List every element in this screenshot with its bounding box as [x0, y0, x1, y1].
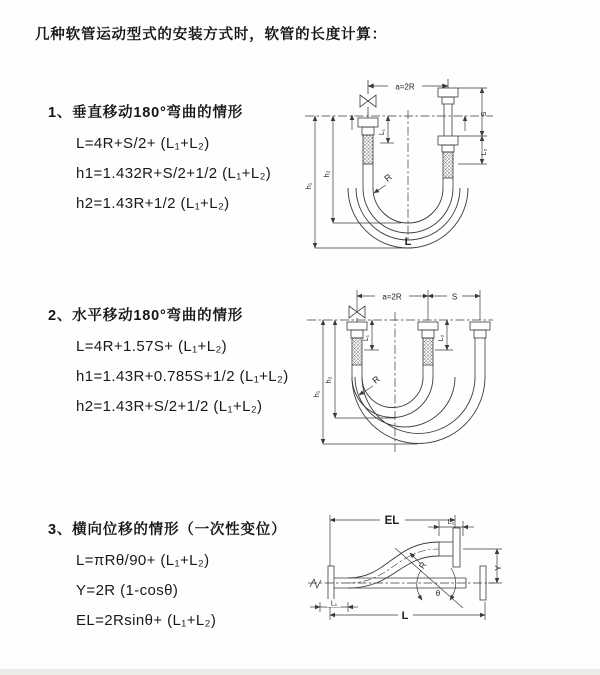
- dim-label-l1: L₁: [363, 334, 370, 342]
- dim-label-y: Y: [493, 565, 503, 571]
- centerline-break-mark: [310, 579, 321, 588]
- dim-label-r: R: [416, 559, 429, 571]
- section-2-formula-h1: h1=1.43R+0.785S+1/2 (L₁+L₂): [76, 368, 289, 385]
- angle-arc: [417, 570, 422, 600]
- section-3-formula-EL: EL=2Rsinθ+ (L₁+L₂): [76, 612, 217, 629]
- dimension-h2: [335, 320, 395, 418]
- diagram-2-svg: [295, 282, 555, 462]
- dim-label-l: L: [404, 236, 412, 248]
- dim-label-h2: h₂: [324, 376, 333, 384]
- dim-label-h1: h₁: [304, 182, 313, 190]
- braid-section: [352, 338, 362, 365]
- dim-label-s: S: [479, 111, 488, 117]
- braid-section: [423, 338, 433, 365]
- diagram-1-svg: [295, 68, 555, 256]
- middle-fitting: [418, 322, 438, 377]
- section-3-heading: 3、横向位移的情形（一次性变位）: [48, 522, 287, 538]
- dimension-h1: [323, 320, 417, 444]
- dim-label-a2r: a=2R: [382, 292, 402, 302]
- dim-label-r: R: [370, 373, 382, 386]
- displaced-fitting: [470, 322, 490, 377]
- diagram-3-svg: [300, 510, 530, 635]
- section-1-formula-h1: h1=1.432R+S/2+1/2 (L₁+L₂): [76, 165, 272, 182]
- section-2-formula-L: L=4R+1.57S+ (L₁+L₂): [76, 338, 228, 355]
- braid-section: [443, 152, 453, 178]
- dim-label-l1: L₁: [330, 600, 338, 608]
- right-fitting: [438, 88, 458, 188]
- dim-label-s: S: [451, 292, 458, 302]
- diagram-horizontal-180-bend: [295, 282, 555, 462]
- dim-label-l: L: [401, 610, 409, 622]
- section-3-formula-Y: Y=2R (1-cosθ): [76, 582, 179, 599]
- radius-leader: [359, 386, 373, 395]
- section-2-formula-h2: h2=1.43R+S/2+1/2 (L₁+L₂): [76, 398, 263, 415]
- diagram-vertical-180-bend: [295, 68, 555, 256]
- dim-label-l1: L₁: [379, 128, 386, 136]
- radius-leader: [374, 185, 386, 193]
- section-lateral-displacement: [48, 518, 286, 636]
- section-horizontal-movement: [48, 304, 289, 422]
- left-fitting: [358, 118, 378, 188]
- upper-right-flange: [439, 528, 460, 567]
- dim-label-h1: h₁: [312, 390, 321, 398]
- dim-label-l2: L₂: [481, 148, 488, 156]
- dim-label-h2: h₂: [322, 170, 331, 178]
- braid-section: [363, 135, 373, 164]
- valve-icon: [360, 95, 376, 118]
- section-3-formula-L: L=πRθ/90+ (L₁+L₂): [76, 552, 210, 569]
- section-1-formula-h2: h2=1.43R+1/2 (L₁+L₂): [76, 195, 230, 212]
- page-bottom-edge: [0, 669, 600, 675]
- section-1-heading: 1、垂直移动180°弯曲的情形: [48, 105, 244, 121]
- dim-label-theta: θ: [435, 589, 441, 598]
- dim-label-el: EL: [384, 515, 400, 527]
- dim-label-l2: L₂: [438, 334, 445, 342]
- section-2-heading: 2、水平移动180°弯曲的情形: [48, 308, 244, 324]
- dim-label-l2: L₂: [447, 519, 455, 526]
- left-fitting: [347, 322, 367, 377]
- dim-label-a2r: a=2R: [395, 82, 415, 92]
- section-vertical-movement: [48, 101, 271, 219]
- angle-arc: [450, 568, 456, 600]
- dim-label-r: R: [382, 171, 394, 184]
- page-title: 几种软管运动型式的安装方式时，软管的长度计算：: [35, 27, 387, 43]
- diagram-lateral-displacement: [300, 510, 530, 635]
- section-1-formula-L: L=4R+S/2+ (L₁+L₂): [76, 135, 210, 152]
